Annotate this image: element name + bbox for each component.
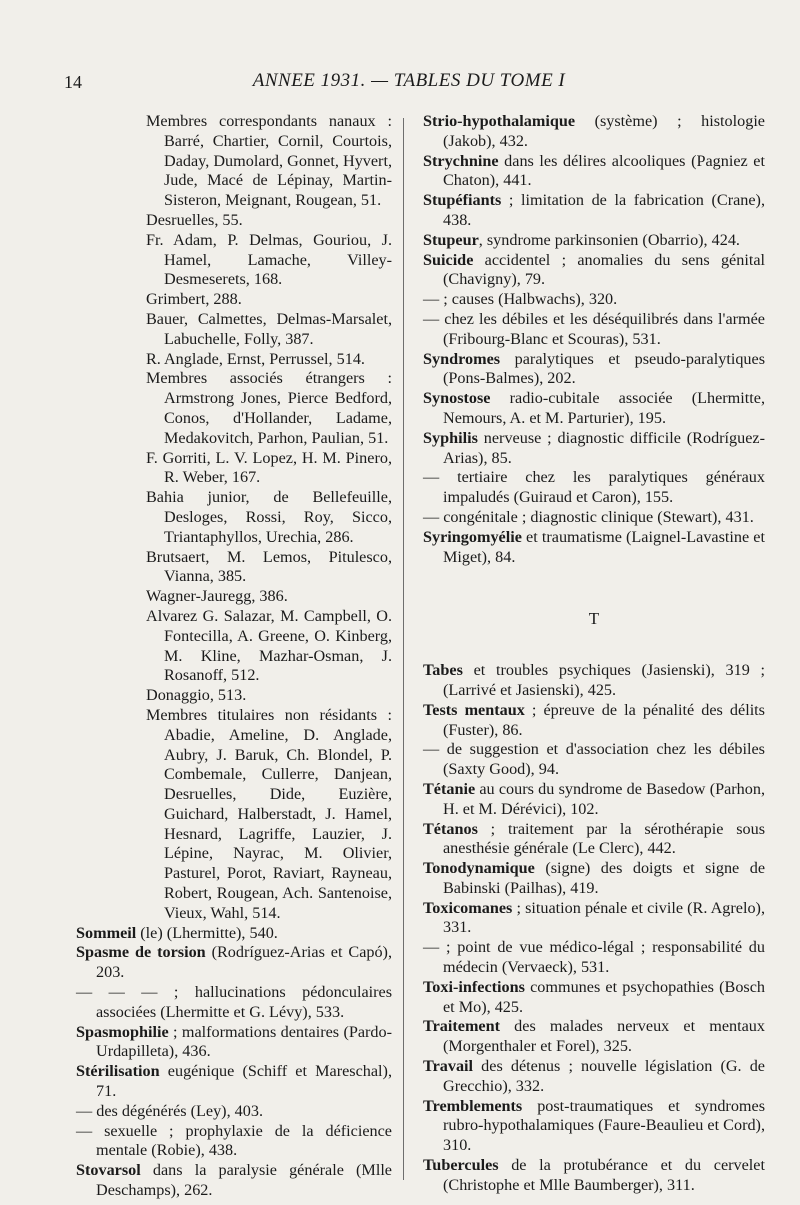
index-entry [423, 152, 765, 192]
entry-heading: Tubercules [423, 1156, 499, 1175]
index-subentry [146, 587, 392, 607]
entry-heading: Spasme de torsion [76, 943, 206, 962]
entry-heading: Spasmophilie [76, 1022, 169, 1041]
entry-text: ; malformations dentaires (Pardo-Urdapilleta), 436. [96, 1022, 392, 1061]
entry-heading: Syringomyélie [423, 527, 522, 546]
entry-text: dans les délires alcooliques (Pagniez et Chaton), 441. [443, 151, 765, 190]
index-entry [423, 1017, 765, 1057]
index-entry [423, 780, 765, 820]
entry-text: de la protubérance et du cervelet (Christophe et Mlle Baumberger), 311. [443, 1156, 765, 1194]
entry-text: dans la paralysie générale (Mlle Deschamps), 262. [96, 1161, 392, 1200]
index-subentry [146, 706, 392, 924]
index-entry [423, 978, 765, 1018]
entry-text: des malades nerveux et mentaux (Morgenthaler et Forel), 325. [443, 1017, 765, 1056]
entry-heading: Stupéfiants [423, 191, 502, 210]
index-entry [76, 1122, 392, 1162]
entry-heading: Syphilis [423, 428, 478, 447]
index-entry [423, 112, 765, 152]
entry-text: Bauer, Calmettes, Delmas-Marsalet, Labuchelle, Folly, 387. [146, 309, 392, 348]
index-entry [76, 1161, 392, 1201]
index-subentry [146, 369, 392, 448]
index-subentry [146, 290, 392, 310]
index-entry [423, 661, 765, 701]
entry-text: eugénique (Schiff et Mareschal), 71. [96, 1062, 392, 1101]
entry-text: Grimbert, 288. [146, 290, 242, 309]
entry-text: Alvarez G. Salazar, M. Campbell, O. Fontecilla, A. Greene, O. Kinberg, M. Kline, Mazhar-Osman, J. Rosanoff, 512. [146, 606, 392, 685]
entry-heading: Stupeur [423, 230, 479, 249]
index-subentry [146, 607, 392, 686]
index-subentry [146, 231, 392, 290]
index-entry [423, 231, 765, 251]
index-entry [423, 191, 765, 231]
running-title: ANNEE 1931. — TABLES DU TOME I [252, 70, 566, 91]
index-subentry [146, 211, 392, 231]
entry-text: Membres associés étrangers : Armstrong Jones, Pierce Bedford, Conos, d'Hollander, Ladame, Medakovitch, Parhon, Paulian, 51. [146, 369, 392, 447]
entry-text: — — — ; hallucinations pédonculaires associées (Lhermitte et G. Lévy), 533. [76, 983, 392, 1021]
entry-heading: Stérilisation [76, 1062, 160, 1081]
index-entry [423, 290, 765, 310]
entry-text: Membres correspondants nanaux : Barré, Chartier, Cornil, Courtois, Daday, Dumolard, Gonnet, Hyvert, Jude, Macé de Lépinay, Martin-Sisteron, Meignant, Rougean, 51. [146, 112, 392, 210]
entry-text: Bahia junior, de Bellefeuille, Desloges, Rossi, Roy, Sicco, Triantaphyllos, Urechia, 286. [146, 488, 392, 546]
entry-text: (signe) des doigts et signe de Babinski (Pailhas), 419. [443, 859, 765, 897]
page-header [64, 64, 754, 94]
entry-heading: Syndromes [423, 349, 501, 368]
index-entry [423, 899, 765, 939]
index-entry [423, 468, 765, 508]
index-entry [423, 528, 765, 568]
index-entry [423, 740, 765, 780]
entry-text: des détenus ; nouvelle législation (G. de Grecchio), 332. [443, 1057, 765, 1095]
entry-heading: Tonodynamique [423, 859, 535, 878]
entry-text: post-traumatiques et syndromes rubro-hypothalamiques (Faure-Beaulieu et Cord), 310. [443, 1096, 765, 1155]
entry-text: (système) ; histologie (Jakob), 432. [443, 112, 765, 150]
index-entry [76, 1102, 392, 1122]
entry-text: ; situation pénale et civile (R. Agrelo), 331. [443, 898, 765, 937]
entry-heading: Tétanos [423, 819, 478, 838]
entry-text: ; épreuve de la pénalité des délits (Fuster), 86. [443, 700, 765, 739]
entry-text: R. Anglade, Ernst, Perrussel, 514. [146, 349, 365, 368]
entry-heading: Sommeil [76, 923, 137, 942]
index-entry [423, 701, 765, 741]
entry-text: paralytiques et pseudo-paralytiques (Pons-Balmes), 202. [443, 349, 765, 388]
entry-heading: Traitement [423, 1017, 501, 1036]
column-divider [403, 118, 404, 1180]
entry-text: nerveuse ; diagnostic difficile (Rodríguez-Arias), 85. [443, 428, 765, 467]
index-entry [423, 938, 765, 978]
entry-text: et troubles psychiques (Jasienski), 319 ; (Larrivé et Jasienski), 425. [443, 661, 765, 699]
entry-text: Wagner-Jauregg, 386. [146, 587, 288, 606]
right-column-bottom [423, 661, 765, 1196]
entry-heading: Synostose [423, 389, 491, 408]
section-letter: T [588, 609, 600, 629]
index-entry [423, 508, 765, 528]
entry-text: — des dégénérés (Ley), 403. [76, 1101, 263, 1120]
entry-text: accidentel ; anomalies du sens génital (Chavigny), 79. [443, 250, 765, 289]
entry-heading: Travail [423, 1057, 474, 1076]
index-entry [423, 389, 765, 429]
index-entry [423, 1156, 765, 1196]
index-entry [423, 820, 765, 860]
entry-heading: Strio-hypothalamique [423, 112, 576, 130]
page-number: 14 [64, 72, 82, 92]
index-entry [423, 1057, 765, 1097]
entry-heading: Strychnine [423, 151, 499, 170]
entry-heading: Suicide [423, 250, 474, 269]
entry-heading: Stovarsol [76, 1161, 141, 1180]
entry-text: au cours du syndrome de Basedow (Parhon, H. et M. Dérévici), 102. [443, 779, 765, 818]
index-entry [76, 1023, 392, 1063]
entry-text: — sexuelle ; prophylaxie de la déficience mentale (Robie), 438. [76, 1121, 392, 1160]
entry-heading: Tests mentaux [423, 700, 525, 719]
entry-text: radio-cubitale associée (Lhermitte, Nemours, A. et M. Parturier), 195. [443, 389, 765, 427]
index-subentry [146, 310, 392, 350]
index-entry [423, 859, 765, 899]
entry-text: Desruelles, 55. [146, 210, 243, 229]
entry-text: communes et psychopathies (Bosch et Mo), 425. [443, 977, 765, 1016]
entry-text: , syndrome parkinsonien (Obarrio), 424. [478, 230, 740, 249]
entry-text: (Rodríguez-Arias et Capó), 203. [96, 943, 392, 982]
index-subentry [146, 350, 392, 370]
index-subentry [146, 548, 392, 588]
index-entry [423, 310, 765, 350]
entry-text: — ; causes (Halbwachs), 320. [423, 290, 618, 309]
right-column [423, 112, 765, 1196]
entry-text: — ; point de vue médico-légal ; responsabilité du médecin (Vervaeck), 531. [423, 938, 765, 977]
entry-heading: Toxi-infections [423, 977, 525, 996]
entry-heading: Toxicomanes [423, 898, 513, 917]
entry-text: et traumatisme (Laignel-Lavastine et Miget), 84. [443, 527, 765, 566]
index-entry [76, 1062, 392, 1102]
entry-heading: Tabes [423, 661, 463, 680]
index-entry [423, 350, 765, 390]
index-entry [76, 943, 392, 983]
index-subentry [146, 112, 392, 211]
entry-heading: Tétanie [423, 779, 476, 798]
index-entry [76, 983, 392, 1023]
entry-text: (le) (Lhermitte), 540. [136, 923, 278, 942]
index-subentry [146, 686, 392, 706]
entry-text: — chez les débiles et les déséquilibrés dans l'armée (Fribourg-Blanc et Scouras), 531. [423, 309, 765, 348]
entry-text: — tertiaire chez les paralytiques généraux impaludés (Guiraud et Caron), 155. [423, 468, 765, 507]
index-subentry [146, 488, 392, 547]
index-subentry [146, 449, 392, 489]
entry-text: — congénitale ; diagnostic clinique (Stewart), 431. [423, 507, 754, 526]
entry-text: ; traitement par la sérothérapie sous anesthésie générale (Le Clerc), 442. [443, 819, 765, 858]
entry-text: Fr. Adam, P. Delmas, Gouriou, J. Hamel, Lamache, Villey-Desmeserets, 168. [146, 230, 392, 289]
entry-heading: Tremblements [423, 1096, 523, 1115]
index-entry [423, 251, 765, 291]
index-entry [423, 1097, 765, 1156]
entry-text: — de suggestion et d'association chez les débiles (Saxty Good), 94. [423, 740, 765, 779]
entry-text: Membres titulaires non résidants : Abadie, Ameline, D. Anglade, Aubry, J. Baruk, Ch. Blondel, P. Combemale, Cullerre, Danjean, Desruelles, Dide, Euzière, Guichard, Halberstadt, J. Hamel, Hesnard, Lagriffe, Lauzier, J. Lépine, Nayrac, M. Olivier, Pasturel, Porot, Raviart, Rayneau, Robert, Rougean, Ach. Santenoise, Vieux, Wahl, 514. [146, 705, 392, 922]
left-column [76, 112, 392, 1201]
entry-text: ; limitation de la fabrication (Crane), 438. [443, 191, 765, 229]
entry-text: Brutsaert, M. Lemos, Pitulesco, Vianna, 385. [146, 547, 392, 586]
index-entry [76, 924, 392, 944]
index-entry [423, 429, 765, 469]
entry-text: Donaggio, 513. [146, 686, 247, 705]
right-column-top [423, 112, 765, 567]
entry-text: F. Gorriti, L. V. Lopez, H. M. Pinero, R. Weber, 167. [146, 448, 392, 487]
